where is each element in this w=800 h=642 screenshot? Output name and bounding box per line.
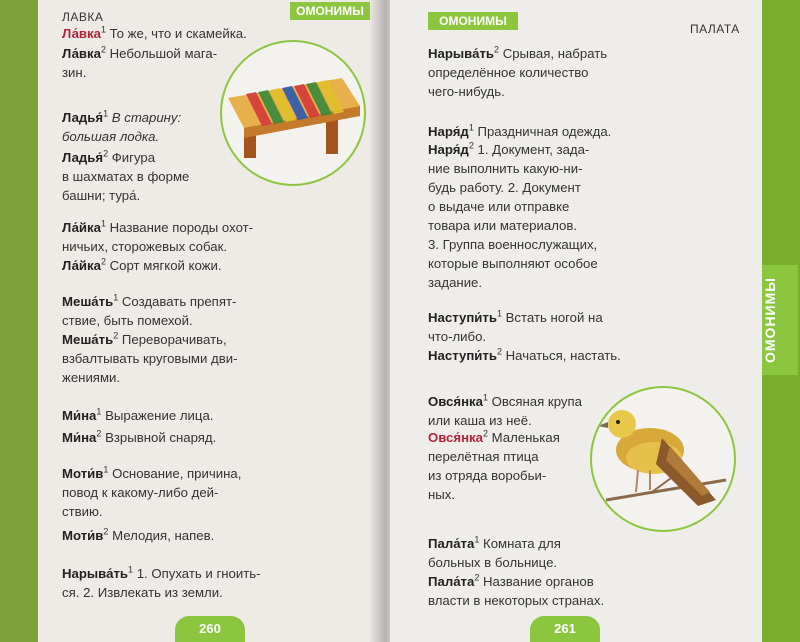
section-tab-left: ОМОНИМЫ bbox=[290, 2, 370, 20]
homonym-number: 2 bbox=[100, 44, 106, 55]
entry-ladya-1 bbox=[62, 108, 237, 146]
definition: Срывая, набрать определённое количество чего-нибудь. bbox=[428, 46, 608, 99]
definition: Небольшой мага- зин. bbox=[62, 46, 218, 80]
definition: Мелодия, напев. bbox=[108, 528, 215, 543]
homonym-number: 1 bbox=[100, 24, 106, 35]
bird-illustration bbox=[590, 386, 736, 532]
headword: Овся́нка bbox=[428, 430, 483, 445]
running-head-left: ЛАВКА bbox=[62, 10, 104, 24]
page-number-right: 261 bbox=[530, 616, 600, 642]
section-tab-right: ОМОНИМЫ bbox=[428, 12, 518, 30]
definition: Основание, причина, повод к какому-либо дей- ствию. bbox=[62, 466, 242, 519]
bench-icon bbox=[222, 42, 364, 184]
entry-palata-2 bbox=[428, 572, 748, 610]
definition: Праздничная одежда. bbox=[473, 124, 612, 139]
definition: То же, что и скамейка. bbox=[105, 26, 247, 41]
headword: Нарыва́ть bbox=[62, 566, 129, 581]
entry-palata-1 bbox=[428, 534, 748, 572]
entry-ovsyanka-2 bbox=[428, 428, 603, 504]
headword: Ла́йка bbox=[62, 220, 101, 235]
headword: Ладья́ bbox=[62, 150, 104, 165]
entry-naryad-1 bbox=[428, 122, 748, 141]
homonym-number: 2 bbox=[100, 256, 106, 267]
definition: Название органов власти в некоторых странах. bbox=[428, 574, 605, 608]
entry-layka-2 bbox=[62, 256, 362, 275]
definition: Взрывной снаряд. bbox=[101, 430, 217, 445]
running-head-right: ПАЛАТА bbox=[690, 22, 740, 36]
homonym-number: 2 bbox=[482, 428, 488, 439]
headword: Наступи́ть bbox=[428, 348, 497, 363]
definition: Создавать препят- ствие, быть помехой. bbox=[62, 294, 237, 328]
headword: Меша́ть bbox=[62, 332, 114, 347]
left-cover-edge bbox=[0, 0, 42, 642]
definition: 1. Документ, зада- ние выполнить какую-ни- будь работу. 2. Документ о выдаче или отправке товара или материалов. 3. Группа военнослужащих, которые выполняют особое задание. bbox=[428, 142, 598, 290]
headword: Наступи́ть bbox=[428, 310, 497, 325]
homonym-number: 1 bbox=[128, 564, 134, 575]
definition: Фигура в шахматах в форме башни; тура́. bbox=[62, 150, 190, 203]
definition: Комната для больных в больнице. bbox=[428, 536, 561, 570]
homonym-number: 2 bbox=[96, 428, 102, 439]
homonym-number: 2 bbox=[496, 346, 502, 357]
definition: 1. Опухать и гноить- ся. 2. Извлекать из земли. bbox=[62, 566, 261, 600]
headword: Овся́нка bbox=[428, 394, 483, 409]
headword: Пала́та bbox=[428, 574, 475, 589]
homonym-number: 1 bbox=[96, 406, 102, 417]
bird-icon bbox=[592, 388, 734, 530]
homonym-number: 1 bbox=[103, 464, 109, 475]
headword: Пала́та bbox=[428, 536, 475, 551]
homonym-number: 1 bbox=[482, 392, 488, 403]
headword: Наря́д bbox=[428, 142, 469, 157]
entry-motiv-1 bbox=[62, 464, 362, 521]
headword: Наря́д bbox=[428, 124, 469, 139]
headword: Нарыва́ть bbox=[428, 46, 495, 61]
homonym-number: 2 bbox=[474, 572, 480, 583]
definition: Переворачивать, взбалтывать круговыми дви- жениями. bbox=[62, 332, 238, 385]
entry-naryvat-1 bbox=[62, 564, 362, 602]
homonym-number: 2 bbox=[103, 526, 109, 537]
homonym-number: 1 bbox=[103, 108, 109, 119]
definition: Начаться, настать. bbox=[501, 348, 621, 363]
homonym-number: 2 bbox=[113, 330, 119, 341]
headword: Ла́вка bbox=[62, 26, 101, 41]
homonym-number: 1 bbox=[496, 308, 502, 319]
definition: Название породы охот- ничьих, сторожевых собак. bbox=[62, 220, 254, 254]
entry-mina-2 bbox=[62, 428, 362, 447]
entry-naryad-2 bbox=[428, 140, 748, 292]
entry-motiv-2 bbox=[62, 526, 362, 545]
definition: Сорт мягкой кожи. bbox=[105, 258, 222, 273]
headword: Моти́в bbox=[62, 528, 104, 543]
bench-illustration bbox=[220, 40, 366, 186]
homonym-number: 1 bbox=[474, 534, 480, 545]
definition: Выражение лица. bbox=[101, 408, 214, 423]
entry-ovsyanka-1 bbox=[428, 392, 603, 430]
homonym-number: 2 bbox=[103, 148, 109, 159]
headword: Ми́на bbox=[62, 430, 97, 445]
definition: Овсяная крупа или каша из неё. bbox=[428, 394, 582, 428]
entry-layka-1 bbox=[62, 218, 362, 256]
entry-meshat-2 bbox=[62, 330, 362, 387]
headword: Ла́вка bbox=[62, 46, 101, 61]
entry-meshat-1 bbox=[62, 292, 362, 330]
headword: Ми́на bbox=[62, 408, 97, 423]
entry-lavka-2 bbox=[62, 44, 237, 82]
side-tab-label: ОМОНИМЫ bbox=[762, 277, 778, 363]
headword: Моти́в bbox=[62, 466, 104, 481]
entry-mina-1 bbox=[62, 406, 362, 425]
homonym-number: 1 bbox=[100, 218, 106, 229]
entry-ladya-2 bbox=[62, 148, 237, 205]
entry-naryvat-2 bbox=[428, 44, 748, 101]
side-section-tab bbox=[762, 265, 798, 375]
headword: Ла́йка bbox=[62, 258, 101, 273]
definition: В старину: большая лодка. bbox=[62, 110, 182, 144]
homonym-number: 2 bbox=[494, 44, 500, 55]
entry-nastupit-2 bbox=[428, 346, 748, 365]
definition: Маленькая перелётная птица из отряда воробьи- ных. bbox=[428, 430, 560, 502]
entry-lavka-1 bbox=[62, 24, 292, 43]
headword: Ладья́ bbox=[62, 110, 104, 125]
definition: Встать ногой на что-либо. bbox=[428, 310, 603, 344]
entry-nastupit-1 bbox=[428, 308, 748, 346]
homonym-number: 2 bbox=[468, 140, 474, 151]
headword: Меша́ть bbox=[62, 294, 114, 309]
homonym-number: 1 bbox=[113, 292, 119, 303]
homonym-number: 1 bbox=[468, 122, 474, 133]
page-number-left: 260 bbox=[175, 616, 245, 642]
